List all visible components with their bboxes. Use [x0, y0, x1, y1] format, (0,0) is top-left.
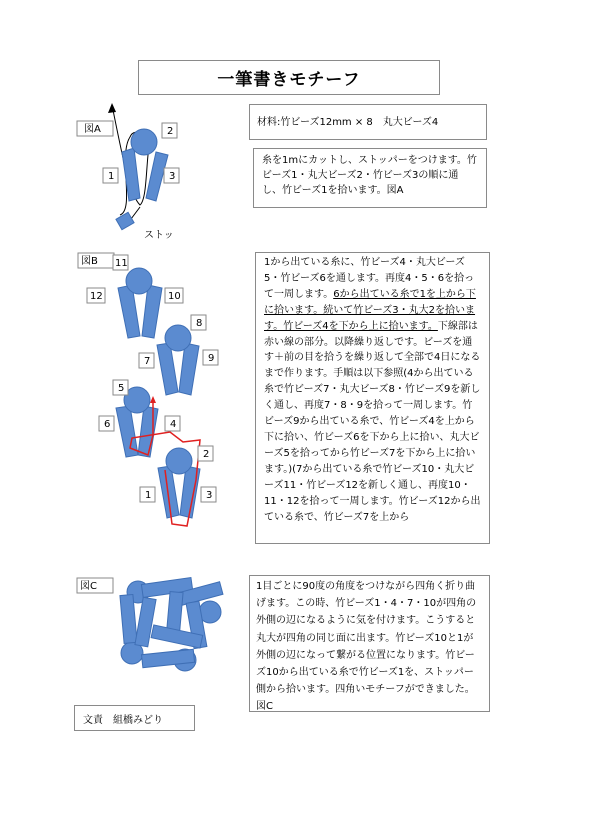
figure-c-label: 図C: [80, 581, 97, 592]
figure-a-label: 図A: [84, 124, 101, 135]
round-bead-2: [166, 448, 192, 474]
num-5: 5: [118, 383, 125, 394]
red-arrowhead: [150, 396, 156, 403]
bamboo-bead-left-inner: [135, 597, 156, 647]
stopper-label: ストッ: [144, 230, 174, 241]
figure-b-diagram: [60, 250, 230, 550]
step2-text-underlined: 6から出ている糸で1を上から下に拾います。続いて竹ビーズ3・丸大2を拾います。竹ビーズ4を下から上に拾います。: [264, 288, 476, 332]
step2-text-part1: 1から出ている糸に、竹ビーズ4・丸大ビーズ5・竹ビーズ6を通します。再度4・5・6を拾って一周します。: [264, 257, 475, 300]
num-4: 4: [170, 419, 177, 430]
figure-a-diagram: [60, 95, 210, 245]
bamboo-bead-1: [122, 148, 140, 201]
num-9: 9: [208, 353, 215, 364]
round-bead-11: [126, 268, 152, 294]
num-11: 11: [115, 258, 128, 269]
materials-box: 材料:竹ビーズ12mm × 8 丸大ビーズ4: [249, 104, 487, 140]
num-1: 1: [145, 490, 152, 501]
round-bead-8: [165, 325, 191, 351]
step2-text-part3: 下線部は赤い線の部分。以降繰り返しです。ビーズを通す＋前の目を拾うを繰り返して全部で4日になるまで作ります。手順は以下参照(4から出ている糸で竹ビーズ7・丸大ビーズ8・竹ビーズ9を新しく通し、再度7・8・9を拾って一周します。竹ビーズ9から出ている糸で、竹ビーズ4を上から下に拾い、竹ビーズ6を下から上に拾い、丸大ビーズ5を拾ってから竹ビーズ7を下から上に拾います。)(7から出ている糸で竹ビーズ10・丸大ビーズ11・竹ビーズ12を新しく通し、再度10・11・12を拾って一周します。竹ビーズ12から出ている糸で、竹ビーズ7を上から: [264, 320, 481, 523]
bamboo-bead-4: [138, 406, 158, 457]
num-2: 2: [203, 449, 210, 460]
num-7: 7: [144, 356, 151, 367]
step2-instructions: [255, 252, 490, 544]
num-3: 3: [206, 490, 213, 501]
num-10: 10: [168, 291, 181, 302]
step3-instructions: 1目ごとに90度の角度をつけながら四角く折り曲げます。この時、竹ビーズ1・4・7・10が四角の外側の辺になるように気を付けます。こうすると丸大が四角の同じ面に出ます。竹ビーズ10と1が外側の辺になって繋がる位置になります。竹ビーズ10から出ている糸で竹ビーズ1を、ストッパー側から拾います。四角いモチーフができました。図C: [249, 575, 490, 712]
step1-instructions: 糸を1mにカットし、ストッパーをつけます。竹ビーズ1・丸大ビーズ2・竹ビーズ3の順に通し、竹ビーズ1を拾います。図A: [253, 148, 487, 208]
author-credit: 文責 組橋みどり: [74, 705, 195, 731]
thread-arrowhead: [108, 103, 116, 113]
num-2: 2: [167, 126, 174, 137]
page-title: 一筆書きモチーフ: [138, 60, 440, 95]
num-8: 8: [196, 318, 203, 329]
figure-c-diagram: [60, 570, 230, 680]
stopper-icon: [116, 212, 134, 229]
figure-b-label: 図B: [81, 256, 98, 267]
num-3: 3: [169, 171, 176, 182]
square-motif: [120, 578, 223, 671]
round-bead-2: [131, 129, 157, 155]
num-12: 12: [90, 291, 103, 302]
num-6: 6: [104, 419, 111, 430]
num-1: 1: [108, 171, 115, 182]
